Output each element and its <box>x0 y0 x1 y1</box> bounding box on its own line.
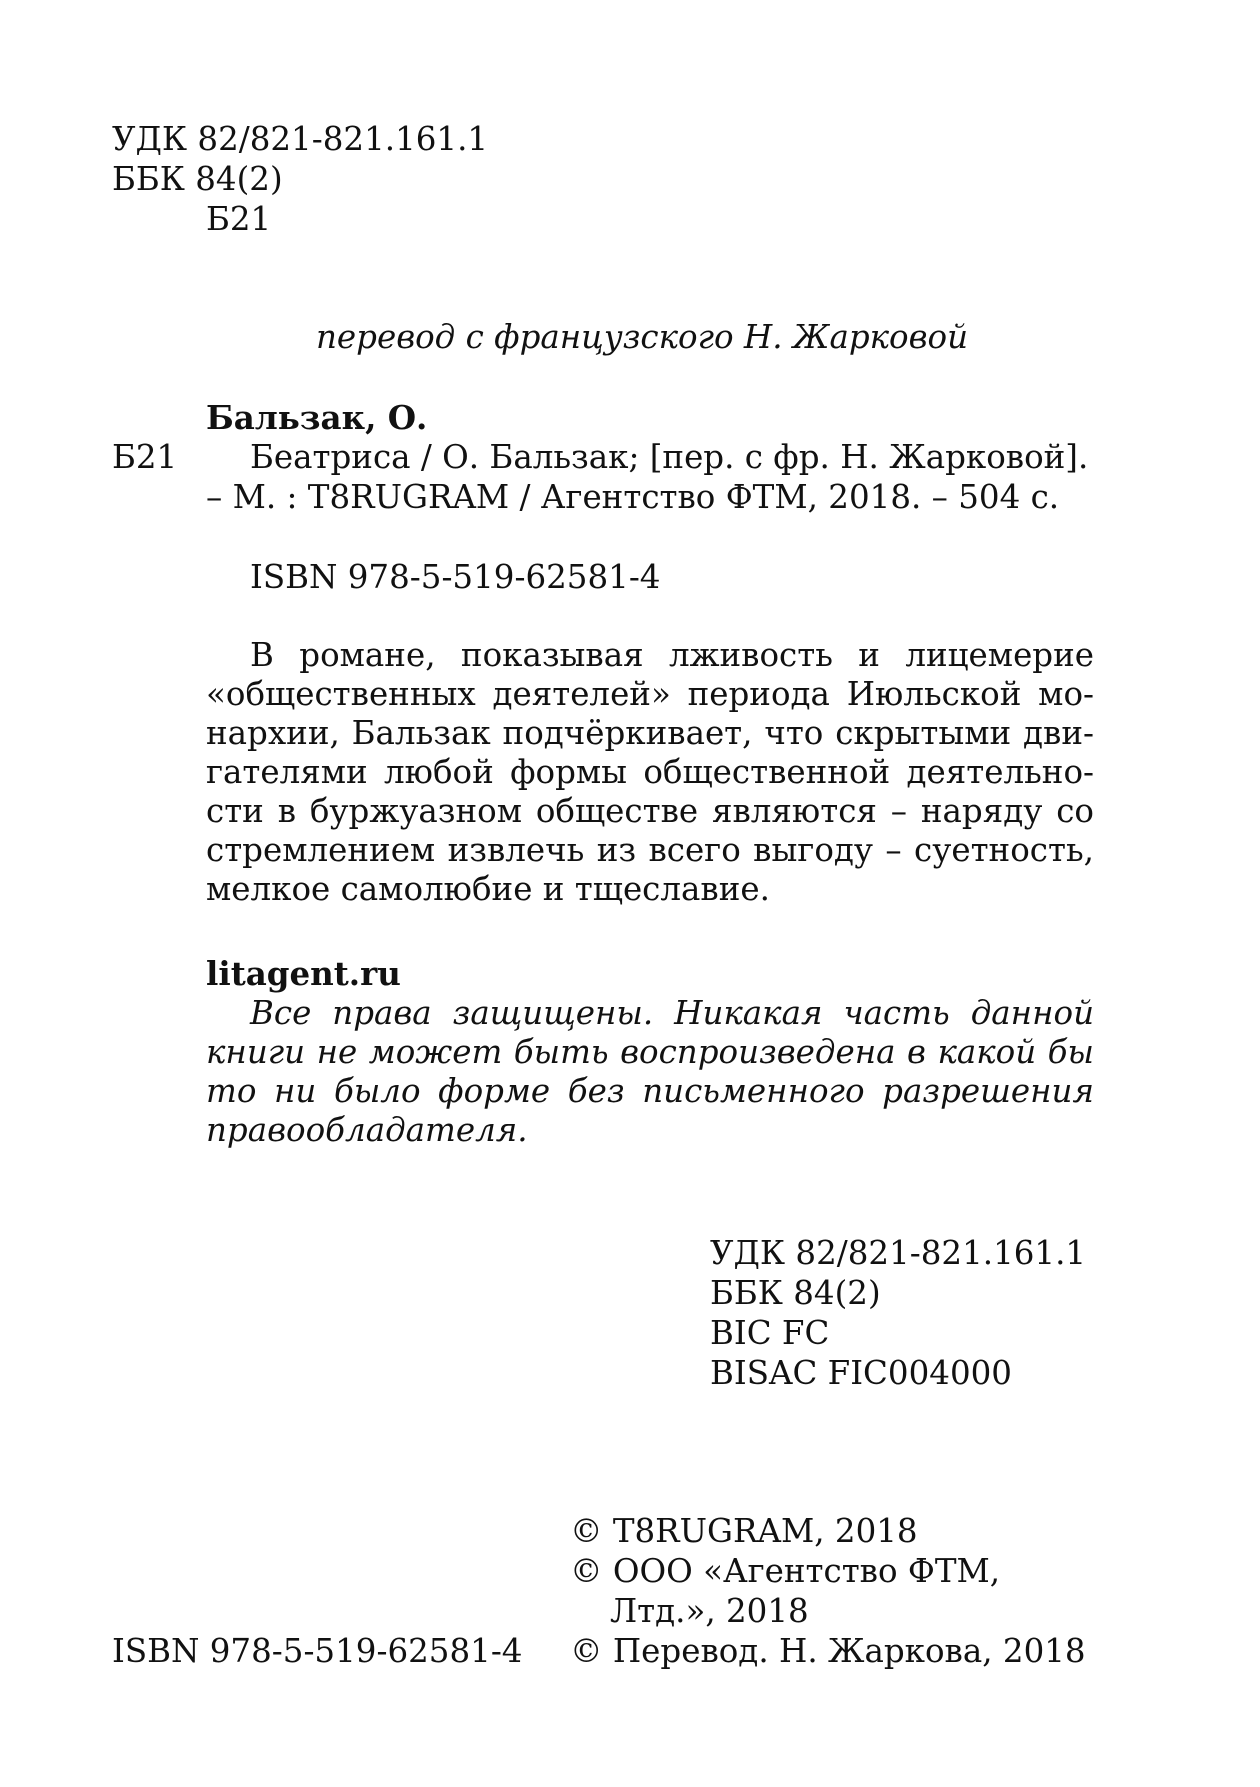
bottom-bisac: BISAC FIC004000 <box>710 1354 1012 1392</box>
annotation-line: мелкое самолюбие и тщеславие. <box>206 870 770 908</box>
translation-note: перевод с французского Н. Жарковой <box>316 318 969 356</box>
annotation-line: сти в буржуазном обществе являются – наряду со <box>206 792 1094 830</box>
copyright-agency-line1: © ООО «Агентство ФТМ, <box>570 1552 1001 1590</box>
litagent-site: litagent.ru <box>206 954 401 993</box>
bottom-bbk: ББК 84(2) <box>710 1274 881 1312</box>
rights-line: книги не может быть воспроизведена в какой бы <box>206 1033 1094 1071</box>
annotation-line: стремлением извлечь из всего выгоду – суетность, <box>206 831 1094 869</box>
record-isbn: ISBN 978-5-519-62581-4 <box>250 558 661 596</box>
record-title-line: Беатриса / О. Бальзак; [пер. с фр. Н. Жарковой]. <box>250 438 1089 476</box>
rights-line: правообладателя. <box>206 1111 528 1149</box>
top-bbk: ББК 84(2) <box>112 160 283 198</box>
record-author-mark: Б21 <box>112 438 178 476</box>
top-udk: УДК 82/821-821.161.1 <box>112 120 489 158</box>
rights-line: то ни было форме без письменного разрешения <box>206 1072 1094 1110</box>
copyright-agency-line2: Лтд.», 2018 <box>610 1592 809 1630</box>
bottom-bic: BIC FC <box>710 1314 830 1352</box>
record-imprint-line: – М. : T8RUGRAM / Агентство ФТМ, 2018. – 504 с. <box>206 478 1060 516</box>
copyright-t8rugram: © T8RUGRAM, 2018 <box>570 1512 918 1550</box>
author-heading: Бальзак, О. <box>206 398 428 437</box>
copyright-translation: © Перевод. Н. Жаркова, 2018 <box>570 1632 1086 1670</box>
top-author-mark: Б21 <box>206 200 272 238</box>
bottom-udk: УДК 82/821-821.161.1 <box>710 1234 1087 1272</box>
annotation-line: В романе, показывая лживость и лицемерие <box>250 636 1094 674</box>
rights-line: Все права защищены. Никакая часть данной <box>250 994 1094 1032</box>
rights-paragraph <box>206 994 1094 1150</box>
annotation-paragraph <box>206 636 1094 909</box>
footer-isbn: ISBN 978-5-519-62581-4 <box>112 1632 523 1670</box>
annotation-line: «общественных деятелей» периода Июльской мо- <box>206 675 1094 713</box>
annotation-line: гателями любой формы общественной деятельно- <box>206 753 1094 791</box>
annotation-line: нархии, Бальзак подчёркивает, что скрытыми дви- <box>206 714 1094 752</box>
